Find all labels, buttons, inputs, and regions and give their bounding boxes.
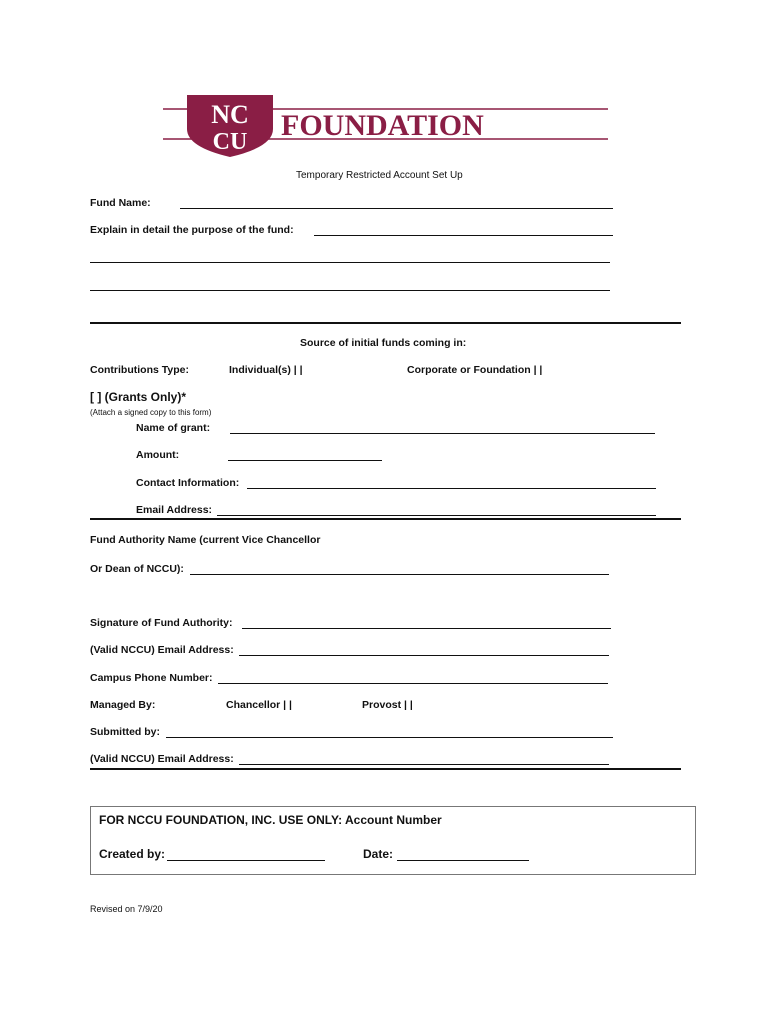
office-use-heading: FOR NCCU FOUNDATION, INC. USE ONLY: Account Number	[99, 813, 442, 827]
form-title: Temporary Restricted Account Set Up	[296, 170, 463, 181]
svg-text:NC: NC	[211, 100, 249, 129]
signature-label: Signature of Fund Authority:	[90, 617, 233, 629]
revised-date: Revised on 7/9/20	[90, 904, 163, 914]
amount-field[interactable]	[228, 460, 382, 461]
fund-authority-label: Fund Authority Name (current Vice Chancellor	[90, 534, 321, 546]
section-divider	[90, 322, 681, 324]
submitter-email-field[interactable]	[239, 764, 609, 765]
purpose-field-line-2[interactable]	[90, 262, 610, 263]
email-address-label: Email Address:	[136, 504, 213, 516]
signature-field[interactable]	[242, 628, 611, 629]
managed-by-label: Managed By:	[90, 699, 156, 711]
source-heading: Source of initial funds coming in:	[300, 337, 467, 349]
campus-phone-field[interactable]	[218, 683, 608, 684]
svg-text:FOUNDATION: FOUNDATION	[281, 109, 484, 142]
fund-authority-label-cont: Or Dean of NCCU):	[90, 563, 184, 575]
nccu-foundation-logo	[163, 93, 608, 157]
created-by-label: Created by:	[99, 847, 166, 861]
contributions-type-label: Contributions Type:	[90, 364, 189, 376]
section-divider	[90, 518, 681, 520]
grants-checkbox[interactable]: [ ] (Grants Only)*	[90, 390, 187, 404]
name-of-grant-label: Name of grant:	[136, 422, 211, 434]
submitted-by-field[interactable]	[166, 737, 613, 738]
contact-info-field[interactable]	[247, 488, 656, 489]
purpose-field-line-1[interactable]	[314, 235, 613, 236]
submitter-email-label: (Valid NCCU) Email Address:	[90, 753, 234, 765]
purpose-field-line-3[interactable]	[90, 290, 610, 291]
date-field[interactable]	[397, 860, 529, 861]
fund-authority-field[interactable]	[190, 574, 609, 575]
date-label: Date:	[363, 847, 394, 861]
provost-checkbox[interactable]: Provost | |	[362, 699, 413, 711]
campus-phone-label: Campus Phone Number:	[90, 672, 213, 684]
chancellor-checkbox[interactable]: Chancellor | |	[226, 699, 292, 711]
fund-name-label: Fund Name:	[90, 197, 151, 209]
purpose-label: Explain in detail the purpose of the fund:	[90, 224, 294, 236]
section-divider	[90, 768, 681, 770]
valid-email-label: (Valid NCCU) Email Address:	[90, 644, 234, 656]
email-address-field[interactable]	[217, 515, 656, 516]
individuals-checkbox[interactable]: Individual(s) | |	[229, 364, 303, 376]
contact-info-label: Contact Information:	[136, 477, 240, 489]
grants-note: (Attach a signed copy to this form)	[90, 408, 212, 417]
valid-email-field[interactable]	[239, 655, 609, 656]
corporate-checkbox[interactable]: Corporate or Foundation | |	[407, 364, 543, 376]
svg-text:CU: CU	[212, 129, 248, 155]
amount-label: Amount:	[136, 449, 180, 461]
fund-name-field[interactable]	[180, 208, 613, 209]
created-by-field[interactable]	[167, 860, 325, 861]
name-of-grant-field[interactable]	[230, 433, 655, 434]
office-use-box	[90, 806, 696, 875]
submitted-by-label: Submitted by:	[90, 726, 160, 738]
